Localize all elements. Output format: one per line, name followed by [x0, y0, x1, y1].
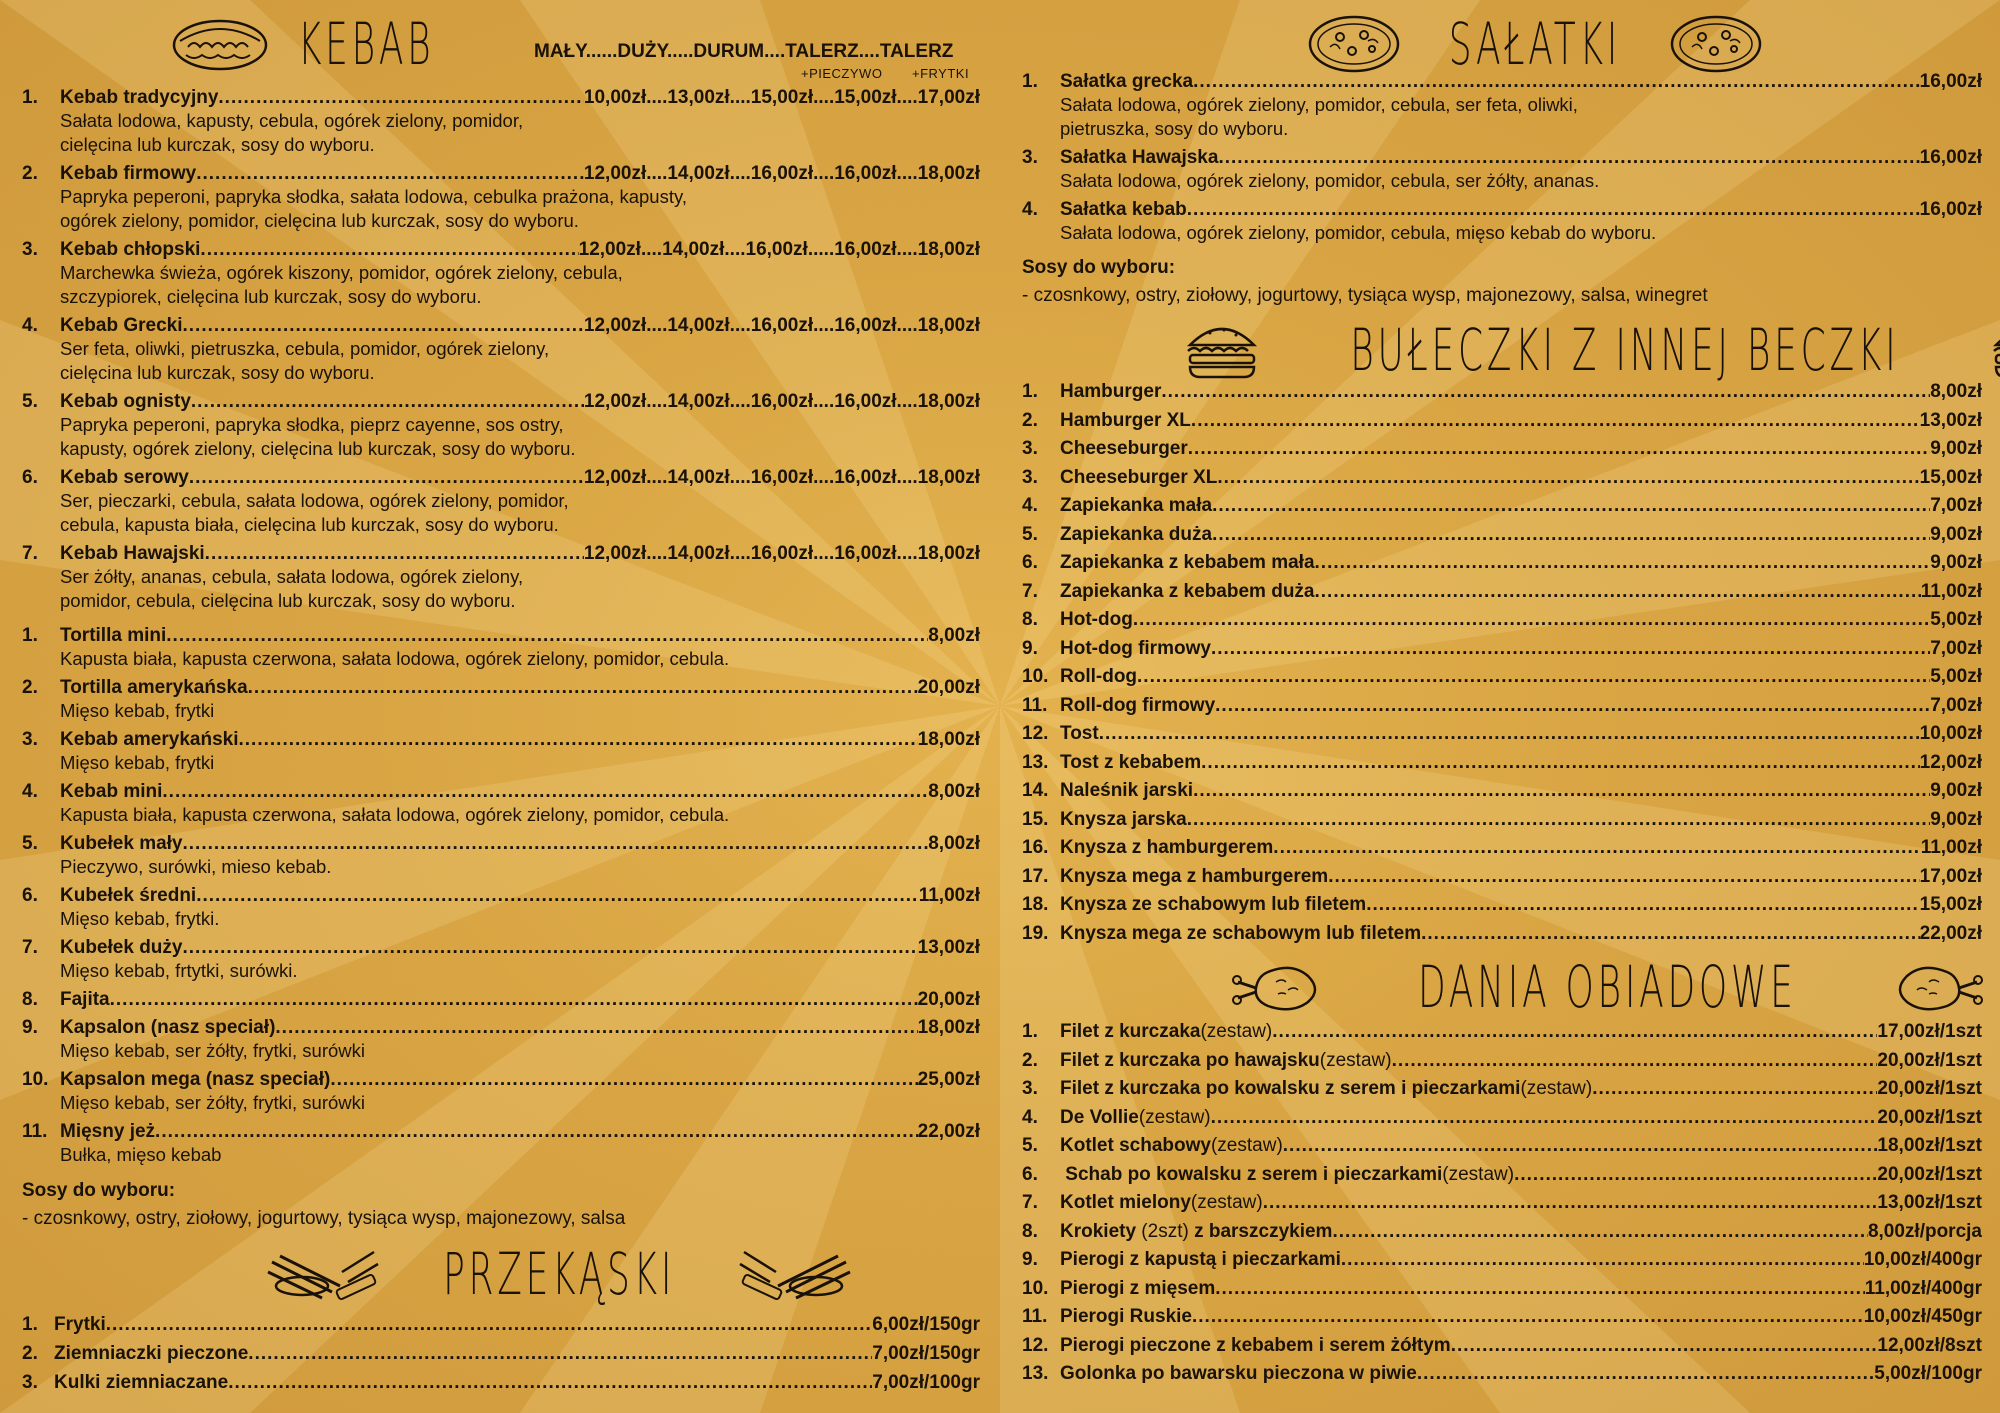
item-name: Kotlet mielony	[1060, 1192, 1191, 1213]
item-price: 5,00zł	[1930, 666, 1982, 687]
fries-icon	[736, 1242, 856, 1306]
salatki-header	[1306, 10, 1764, 78]
item-price: 12,00zł....14,00zł....16,00zł....16,00zł....18,00zł	[583, 467, 980, 488]
menu-item: 4. Zapiekanka mała ..... 7,00zł	[1022, 494, 1982, 517]
item-name: Pierogi z kapustą i pieczarkami	[1060, 1249, 1341, 1270]
item-price: 8,00zł	[1930, 381, 1982, 402]
menu-item: 1. Sałatka grecka ..... 16,00zł Sałata lodowa, ogórek zielony, pomidor, cebula, ser feta, oliwki, pietruszka, sosy do wyboru.	[1022, 70, 1982, 141]
item-name: Schab po kowalsku z serem i pieczarkami	[1060, 1163, 1443, 1185]
menu-item: 2. Hamburger XL ..... 13,00zł	[1022, 409, 1982, 432]
item-price: 11,00zł	[918, 885, 980, 906]
item-price: 7,00zł	[1930, 694, 1982, 716]
item-name: Naleśnik jarski	[1060, 780, 1194, 801]
menu-item: 3. Kebab amerykański ..... 18,00zł Mięso kebab, frytki	[22, 728, 980, 775]
item-price: 20,00zł/1szt	[1877, 1078, 1982, 1099]
talerz-pieczywo-note: +PIECZYWO	[801, 66, 883, 81]
item-price: 20,00zł/1szt	[1877, 1163, 1982, 1185]
item-name: Zapiekanka duża	[1060, 523, 1213, 545]
item-description: Sałata lodowa, ogórek zielony, pomidor, cebula, ser żółty, ananas.	[1060, 170, 1600, 191]
menu-item: 1. Tortilla mini ..... 8,00zł Kapusta biała, kapusta czerwona, sałata lodowa, ogórek zielony, pomidor, cebula.	[22, 624, 980, 671]
item-price: 9,00zł	[1930, 808, 1982, 830]
menu-item: 16. Knysza z hamburgerem ..... 11,00zł	[1022, 836, 1982, 859]
item-name: Knysza mega ze schabowym lub filetem	[1060, 922, 1422, 944]
menu-item: 10. Roll-dog ..... 5,00zł	[1022, 665, 1982, 688]
item-name: Knysza z hamburgerem	[1060, 837, 1274, 858]
menu-item: 2. Tortilla amerykańska ..... 20,00zł Mięso kebab, frytki	[22, 676, 980, 723]
menu-item: 9. Hot-dog firmowy ..... 7,00zł	[1022, 637, 1982, 660]
kebab-header	[170, 10, 476, 78]
item-price: 20,00zł	[917, 989, 980, 1010]
item-price: 18,00zł	[917, 1017, 980, 1038]
item-description: cebula, kapusta biała, cielęcina lub kurczak, sosy do wyboru.	[60, 514, 559, 535]
item-name: Filet z kurczaka	[1060, 1021, 1201, 1042]
item-name: Tost	[1060, 723, 1099, 744]
kebab-wrap-icon	[170, 13, 270, 75]
item-price: 12,00zł	[1919, 751, 1982, 773]
menu-item: 7. Zapiekanka z kebabem duża ..... 11,00zł	[1022, 580, 1982, 603]
burger-icon	[1182, 319, 1262, 381]
item-name: Kapsalon mega (nasz speciał)	[60, 1069, 331, 1090]
menu-item: 6. Zapiekanka z kebabem mała ..... 9,00zł	[1022, 551, 1982, 574]
item-description: Bułka, mięso kebab	[60, 1144, 222, 1165]
menu-item: 6. Schab po kowalsku z serem i pieczarkami (zestaw) ..... 20,00zł/1szt	[1022, 1163, 1982, 1186]
menu-item: 8. Hot-dog ..... 5,00zł	[1022, 608, 1982, 631]
item-price: 22,00zł	[1919, 922, 1982, 944]
item-price: 13,00zł	[1919, 409, 1982, 431]
item-name: Pierogi pieczone z kebabem i serem żółtym	[1060, 1334, 1451, 1356]
item-price: 16,00zł	[1919, 71, 1982, 92]
menu-item: 11. Roll-dog firmowy ..... 7,00zł	[1022, 694, 1982, 717]
item-price: 9,00zł	[1930, 523, 1982, 545]
item-price: 8,00zł	[928, 781, 980, 802]
menu-item: 17. Knysza mega z hamburgerem ..... 17,00zł	[1022, 865, 1982, 888]
item-name: Cheeseburger XL	[1060, 466, 1218, 488]
item-name: Hot-dog firmowy	[1060, 637, 1211, 659]
item-price: 10,00zł/400gr	[1863, 1249, 1982, 1270]
item-name: Zapiekanka mała	[1060, 495, 1213, 516]
item-name: Fajita	[60, 989, 110, 1010]
item-name: Pierogi Ruskie	[1060, 1306, 1192, 1327]
item-name: Kebab tradycyjny	[60, 87, 219, 108]
item-price: 8,00zł/porcja	[1867, 1220, 1982, 1242]
item-price: 13,00zł/1szt	[1877, 1192, 1982, 1213]
item-price: 10,00zł....13,00zł....15,00zł....15,00zł....17,00zł	[583, 87, 980, 108]
buleczki-header	[1182, 316, 2000, 384]
item-price: 20,00zł/1szt	[1877, 1049, 1982, 1071]
menu-item: 12. Tost ..... 10,00zł	[1022, 722, 1982, 745]
item-price: 16,00zł	[1919, 147, 1982, 168]
item-price: 10,00zł	[1919, 723, 1982, 744]
item-price: 7,00zł/150gr	[872, 1343, 980, 1364]
item-name: Zapiekanka z kebabem mała	[1060, 552, 1315, 573]
menu-item: 8. Krokiety (2szt) z barszczykiem ..... 8,00zł/porcja	[1022, 1220, 1982, 1243]
item-description: cielęcina lub kurczak, sosy do wyboru.	[60, 362, 375, 383]
menu-item: 18. Knysza ze schabowym lub filetem ..... 15,00zł	[1022, 893, 1982, 916]
menu-item: 4. Kebab Grecki ..... 12,00zł....14,00zł....16,00zł....16,00zł....18,00zł Ser feta, oliwki, pietruszka, cebula, pomidor, ogórek zielony, cielęcina lub kurczak, sosy do wyboru.	[22, 314, 980, 385]
item-price: 11,00zł/400gr	[1864, 1277, 1982, 1299]
menu-item: 3. Cheeseburger XL ..... 15,00zł	[1022, 466, 1982, 489]
item-price: 25,00zł	[917, 1069, 980, 1090]
item-price: 17,00zł	[1919, 865, 1982, 887]
item-name: Filet z kurczaka po kowalsku z serem i pieczarkami	[1060, 1078, 1521, 1099]
item-name: Hot-dog	[1060, 609, 1133, 630]
kebab-title: KEBAB	[297, 10, 435, 78]
item-name: Sałatka Hawajska	[1060, 147, 1219, 168]
menu-item: 3. Filet z kurczaka po kowalsku z serem i pieczarkami (zestaw) ..... 20,00zł/1szt	[1022, 1077, 1982, 1100]
menu-item: 7. Kotlet mielony (zestaw) ..... 13,00zł/1szt	[1022, 1191, 1982, 1214]
menu-item: 5. Kebab ognisty ..... 12,00zł....14,00zł....16,00zł....16,00zł....18,00zł Papryka peperoni, papryka słodka, pieprz cayenne, sos ostry, kapusty, ogórek zielony, cielęcina lub kurczak, sosy do wyboru.	[22, 390, 980, 461]
item-price: 8,00zł	[928, 833, 980, 854]
item-name: Kebab ognisty	[60, 391, 191, 412]
item-name: Hamburger	[1060, 381, 1162, 402]
item-price: 16,00zł	[1919, 199, 1982, 220]
obiadowe-title: DANIA OBIADOWE	[1418, 953, 1797, 1021]
chicken-leg-icon	[1879, 960, 1983, 1014]
item-name: Kotlet schabowy	[1060, 1135, 1211, 1156]
menu-item: 13. Golonka po bawarsku pieczona w piwie ..... 5,00zł/100gr	[1022, 1362, 1982, 1385]
item-price: 12,00zł....14,00zł....16,00zł....16,00zł....18,00zł	[583, 163, 980, 184]
menu-item: 3. Kebab chłopski ..... 12,00zł....14,00zł....16,00zł.....16,00zł....18,00zł Marchewka świeża, ogórek kiszony, pomidor, ogórek zielony, cebula, szczypiorek, cielęcina lub kurczak, sosy do wyboru.	[22, 238, 980, 309]
menu-item: 1. Hamburger ..... 8,00zł	[1022, 380, 1982, 403]
menu-item: 15. Knysza jarska ..... 9,00zł	[1022, 808, 1982, 831]
item-name: Knysza ze schabowym lub filetem	[1060, 894, 1367, 915]
item-price: 8,00zł	[928, 625, 980, 646]
sauces-list: - czosnkowy, ostry, ziołowy, jogurtowy, tysiąca wysp, majonezowy, salsa	[22, 1208, 626, 1229]
menu-item: 4. Kebab mini ..... 8,00zł Kapusta biała, kapusta czerwona, sałata lodowa, ogórek zielony, pomidor, cebula.	[22, 780, 980, 827]
item-name: Kulki ziemniaczane	[54, 1372, 229, 1393]
item-name: Knysza mega z hamburgerem	[1060, 865, 1329, 887]
item-name: Kebab chłopski	[60, 239, 201, 260]
item-name: Tost z kebabem	[1060, 751, 1202, 773]
item-price: 9,00zł	[1930, 438, 1982, 459]
menu-item: 5. Kotlet schabowy (zestaw) ..... 18,00zł/1szt	[1022, 1134, 1982, 1157]
item-description: Sałata lodowa, kapusty, cebula, ogórek zielony, pomidor,	[60, 110, 524, 131]
menu-item: 3. Sałatka Hawajska ..... 16,00zł Sałata lodowa, ogórek zielony, pomidor, cebula, ser żółty, ananas.	[1022, 146, 1982, 193]
item-description: Sałata lodowa, ogórek zielony, pomidor, cebula, ser feta, oliwki,	[1060, 94, 1578, 115]
item-description: pietruszka, sosy do wyboru.	[1060, 118, 1289, 139]
item-name: Sałatka kebab	[1060, 199, 1187, 220]
pizza-icon	[1668, 13, 1764, 75]
item-price: 5,00zł	[1930, 609, 1982, 630]
item-name: Kebab firmowy	[60, 163, 197, 184]
item-price: 20,00zł/1szt	[1877, 1106, 1982, 1128]
item-name: Kebab amerykański	[60, 729, 239, 750]
item-name: Ziemniaczki pieczone	[54, 1343, 249, 1364]
przekaski-title: PRZEKĄSKI	[443, 1240, 676, 1308]
menu-item: 1. Filet z kurczaka (zestaw) ..... 17,00zł/1szt	[1022, 1020, 1982, 1043]
kebab-price-columns: MAŁY......DUŻY.....DURUM....TALERZ....TALERZ	[534, 41, 954, 62]
sauces-list: - czosnkowy, ostry, ziołowy, jogurtowy, tysiąca wysp, majonezowy, salsa, winegret	[1022, 285, 1708, 306]
item-name: Kebab mini	[60, 781, 163, 802]
item-name: Kebab Grecki	[60, 315, 183, 336]
menu-item: 6. Kubełek średni ..... 11,00zł Mięso kebab, frytki.	[22, 884, 980, 931]
item-name: Pierogi z mięsem	[1060, 1277, 1216, 1299]
menu-item: 5. Zapiekanka duża ..... 9,00zł	[1022, 523, 1982, 546]
buleczki-title: BUŁECZKI Z INNEJ BECZKI	[1350, 316, 1900, 384]
item-price: 12,00zł....14,00zł....16,00zł....16,00zł....18,00zł	[583, 315, 980, 336]
item-price: 7,00zł/100gr	[872, 1372, 980, 1393]
item-description: Papryka peperoni, papryka słodka, pieprz cayenne, sos ostry,	[60, 414, 564, 435]
item-price: 18,00zł	[917, 729, 980, 750]
item-name: Kapsalon (nasz speciał)	[60, 1017, 276, 1038]
item-description: Mięso kebab, frtytki, surówki.	[60, 960, 298, 981]
item-name: Frytki	[54, 1314, 106, 1335]
item-price: 20,00zł	[917, 677, 980, 698]
item-price: 15,00zł	[1919, 466, 1982, 488]
menu-item: 19. Knysza mega ze schabowym lub filetem ..... 22,00zł	[1022, 922, 1982, 945]
sauces-title: Sosy do wyboru:	[22, 1180, 176, 1201]
item-description: Mięso kebab, frytki	[60, 700, 215, 721]
item-price: 7,00zł	[1930, 495, 1982, 516]
item-name: Filet z kurczaka po hawajsku	[1060, 1049, 1320, 1071]
item-name: Kebab Hawajski	[60, 543, 205, 564]
pizza-icon	[1306, 13, 1402, 75]
item-description: Marchewka świeża, ogórek kiszony, pomidor, ogórek zielony, cebula,	[60, 262, 623, 283]
item-description: Kapusta biała, kapusta czerwona, sałata lodowa, ogórek zielony, pomidor, cebula.	[60, 648, 730, 669]
item-price: 12,00zł....14,00zł....16,00zł.....16,00zł....18,00zł	[578, 239, 980, 260]
menu-item: 9. Pierogi z kapustą i pieczarkami ..... 10,00zł/400gr	[1022, 1248, 1982, 1271]
menu-item: 6. Kebab serowy ..... 12,00zł....14,00zł....16,00zł....16,00zł....18,00zł Ser, pieczarki, cebula, sałata lodowa, ogórek zielony, pomidor, cebula, kapusta biała, cielęcina lub kurczak, sosy do wyboru.	[22, 466, 980, 537]
item-description: Pieczywo, surówki, mieso kebab.	[60, 856, 332, 877]
menu-item: 1. Kebab tradycyjny ..... 10,00zł....13,00zł....15,00zł....15,00zł....17,00zł Sałata lodowa, kapusty, cebula, ogórek zielony, pomidor, cielęcina lub kurczak, sosy do wyboru.	[22, 86, 980, 157]
item-description: Mięso kebab, ser żółty, frytki, surówki	[60, 1040, 365, 1061]
item-description: pomidor, cebula, cielęcina lub kurczak, sosy do wyboru.	[60, 590, 516, 611]
item-price: 13,00zł	[917, 937, 980, 958]
item-name: Golonka po bawarsku pieczona w piwie	[1060, 1363, 1417, 1384]
item-price: 22,00zł	[917, 1121, 980, 1142]
przekaski-header	[262, 1240, 856, 1308]
menu-item: 1. Frytki ..... 6,00zł/150gr	[22, 1313, 980, 1336]
chicken-leg-icon	[1232, 960, 1336, 1014]
item-price: 5,00zł/100gr	[1874, 1363, 1982, 1384]
item-name: Sałatka grecka	[1060, 71, 1194, 92]
menu-item: 13. Tost z kebabem ..... 12,00zł	[1022, 751, 1982, 774]
sauces-title: Sosy do wyboru:	[1022, 257, 1176, 278]
item-name: Kebab serowy	[60, 467, 189, 488]
item-description: szczypiorek, cielęcina lub kurczak, sosy do wyboru.	[60, 286, 482, 307]
item-price: 12,00zł....14,00zł....16,00zł....16,00zł....18,00zł	[583, 543, 980, 564]
menu-item: 2. Filet z kurczaka po hawajsku (zestaw) ..... 20,00zł/1szt	[1022, 1049, 1982, 1072]
menu-item: 12. Pierogi pieczone z kebabem i serem żółtym ..... 12,00zł/8szt	[1022, 1334, 1982, 1357]
item-name: Mięsny jeż	[60, 1121, 156, 1142]
menu-item: 11. Pierogi Ruskie ..... 10,00zł/450gr	[1022, 1305, 1982, 1328]
item-name: Hamburger XL	[1060, 409, 1191, 431]
item-name: Kubełek mały	[60, 833, 183, 854]
obiadowe-header	[1232, 953, 1983, 1021]
menu-item: 7. Kebab Hawajski ..... 12,00zł....14,00zł....16,00zł....16,00zł....18,00zł Ser żółty, ananas, cebula, sałata lodowa, ogórek zielony, pomidor, cebula, cielęcina lub kurczak, sosy do wyboru.	[22, 542, 980, 613]
item-name: Tortilla mini	[60, 625, 167, 646]
item-name: Roll-dog firmowy	[1060, 694, 1216, 716]
item-name: Cheeseburger	[1060, 438, 1188, 459]
salatki-title: SAŁATKI	[1448, 10, 1622, 78]
item-description: ogórek zielony, pomidor, cielęcina lub kurczak, sosy do wyboru.	[60, 210, 579, 231]
item-price: 12,00zł....14,00zł....16,00zł....16,00zł....18,00zł	[583, 391, 980, 412]
item-description: cielęcina lub kurczak, sosy do wyboru.	[60, 134, 375, 155]
menu-item: 4. De Vollie (zestaw) ..... 20,00zł/1szt	[1022, 1106, 1982, 1129]
item-price: 11,00zł	[1920, 837, 1982, 858]
fries-icon	[262, 1242, 382, 1306]
item-name: Tortilla amerykańska	[60, 677, 248, 698]
item-name: Zapiekanka z kebabem duża	[1060, 580, 1315, 602]
item-price: 9,00zł	[1930, 780, 1982, 801]
menu-item: 14. Naleśnik jarski ..... 9,00zł	[1022, 779, 1982, 802]
item-description: Sałata lodowa, ogórek zielony, pomidor, cebula, mięso kebab do wyboru.	[1060, 222, 1657, 243]
item-name: Knysza jarska	[1060, 808, 1187, 830]
item-description: Ser feta, oliwki, pietruszka, cebula, pomidor, ogórek zielony,	[60, 338, 550, 359]
menu-item: 2. Kebab firmowy ..... 12,00zł....14,00zł....16,00zł....16,00zł....18,00zł Papryka peperoni, papryka słodka, sałata lodowa, cebulka prażona, kapusty, ogórek zielony, pomidor, cielęcina lub kurczak, sosy do wyboru.	[22, 162, 980, 233]
item-description: Papryka peperoni, papryka słodka, sałata lodowa, cebulka prażona, kapusty,	[60, 186, 687, 207]
menu-item: 7. Kubełek duży ..... 13,00zł Mięso kebab, frtytki, surówki.	[22, 936, 980, 983]
item-description: Ser żółty, ananas, cebula, sałata lodowa, ogórek zielony,	[60, 566, 524, 587]
menu-item: 2. Ziemniaczki pieczone ..... 7,00zł/150gr	[22, 1342, 980, 1365]
item-price: 9,00zł	[1930, 552, 1982, 573]
item-name: De Vollie	[1060, 1106, 1139, 1128]
menu-item: 8. Fajita ..... 20,00zł	[22, 988, 980, 1011]
item-name: Kubełek średni	[60, 885, 197, 906]
item-description: Mięso kebab, frytki.	[60, 908, 220, 929]
item-description: Mięso kebab, ser żółty, frytki, surówki	[60, 1092, 365, 1113]
item-name: Roll-dog	[1060, 666, 1138, 687]
item-price: 6,00zł/150gr	[872, 1314, 980, 1335]
item-name: Krokiety	[1060, 1220, 1137, 1242]
menu-item: 10. Kapsalon mega (nasz speciał) ..... 25,00zł Mięso kebab, ser żółty, frytki, surówki	[22, 1068, 980, 1115]
item-description: Kapusta biała, kapusta czerwona, sałata lodowa, ogórek zielony, pomidor, cebula.	[60, 804, 730, 825]
item-description: Mięso kebab, frytki	[60, 752, 215, 773]
item-price: 7,00zł	[1930, 637, 1982, 659]
item-price: 15,00zł	[1919, 894, 1982, 915]
menu-item: 10. Pierogi z mięsem ..... 11,00zł/400gr	[1022, 1277, 1982, 1300]
item-price: 17,00zł/1szt	[1877, 1021, 1982, 1042]
item-name: Kubełek duży	[60, 937, 183, 958]
talerz-frytki-note: +FRYTKI	[912, 66, 970, 81]
menu-item: 3. Kulki ziemniaczane ..... 7,00zł/100gr	[22, 1371, 980, 1394]
menu-item: 11. Mięsny jeż ..... 22,00zł Bułka, mięso kebab	[22, 1120, 980, 1167]
menu-item: 3. Cheeseburger ..... 9,00zł	[1022, 437, 1982, 460]
menu-item: 4. Sałatka kebab ..... 16,00zł Sałata lodowa, ogórek zielony, pomidor, cebula, mięso kebab do wyboru.	[1022, 198, 1982, 245]
burger-icon	[1988, 319, 2000, 381]
item-description: Ser, pieczarki, cebula, sałata lodowa, ogórek zielony, pomidor,	[60, 490, 569, 511]
item-price: 12,00zł/8szt	[1877, 1334, 1982, 1356]
item-price: 18,00zł/1szt	[1877, 1135, 1982, 1156]
menu-item: 5. Kubełek mały ..... 8,00zł Pieczywo, surówki, mieso kebab.	[22, 832, 980, 879]
menu-item: 9. Kapsalon (nasz speciał) ..... 18,00zł Mięso kebab, ser żółty, frytki, surówki	[22, 1016, 980, 1063]
item-price: 11,00zł	[1920, 580, 1982, 602]
item-description: kapusty, ogórek zielony, cielęcina lub kurczak, sosy do wyboru.	[60, 438, 576, 459]
item-price: 10,00zł/450gr	[1863, 1306, 1982, 1327]
